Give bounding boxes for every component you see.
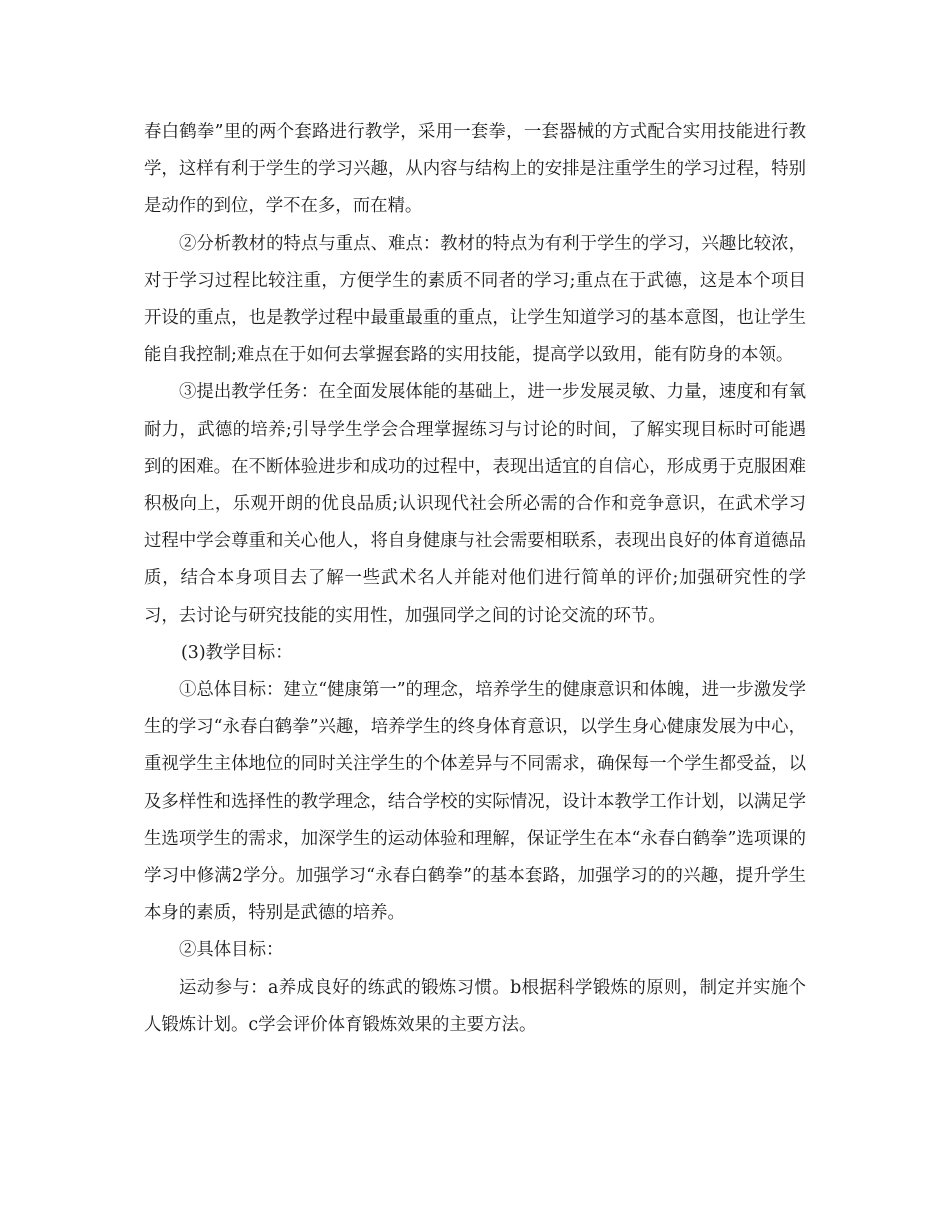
paragraph-overall-goals: ①总体目标：建立“健康第一”的理念，培养学生的健康意识和体魄，进一步激发学生的学习“永春白鹤拳”兴趣，培养学生的终身体育意识，以学生身心健康发展为中心，重视学生主体地位的同时关注学生的个体差异与不同需求，确保每一个学生都受益，以及多样性和选择性的教学理念，结合学校的实际情况，设计本教学工作计划，以满足学生选项学生的需求，加深学生的运动体验和理解，保证学生在本“永春白鹤拳”选项课的学习中修满2学分。加强学习“永春白鹤拳”的基本套路，加强学习的的兴趣，提升学生本身的素质，特别是武德的培养。 xyxy=(144,680,806,924)
paragraph-teaching-tasks: ③提出教学任务：在全面发展体能的基础上，进一步发展灵敏、力量，速度和有氧耐力，武德的培养;引导学生学会合理掌握练习与讨论的时间，了解实现目标时可能遇到的困难。在不断体验进步和成功的过程中，表现出适宜的自信心，形成勇于克服困难积极向上，乐观开朗的优良品质;认识现代社会所必需的合作和竞争意识，在武术学习过程中学会尊重和关心他人，将自身健康与社会需要相联系，表现出良好的体育道德品质，结合本身项目去了解一些武术名人并能对他们进行简单的评价;加强研究性的学习，去讨论与研究技能的实用性，加强同学之间的讨论交流的环节。 xyxy=(144,382,806,626)
paragraph-continuation: 春白鹤拳”里的两个套路进行教学，采用一套拳，一套器械的方式配合实用技能进行教学，这样有利于学生的学习兴趣，从内容与结构上的安排是注重学生的学习过程，特别是动作的到位，学不在多，而在精。 xyxy=(144,122,806,217)
paragraph-sports-participation: 运动参与：a养成良好的练武的锻炼习惯。b根据科学锻炼的原则，制定并实施个人锻炼计划。c学会评价体育锻炼效果的主要方法。 xyxy=(144,977,806,1035)
subheading-specific-goals: ②具体目标： xyxy=(179,940,284,961)
paragraph-textbook-analysis: ②分析教材的特点与重点、难点：教材的特点为有利于学生的学习，兴趣比较浓，对于学习过程比较注重，方便学生的素质不同者的学习;重点在于武德，这是本个项目开设的重点，也是教学过程中最重最重的重点，让学生知道学习的基本意图，也让学生能自我控制;难点在于如何去掌握套路的实用技能，提高学以致用，能有防身的本领。 xyxy=(144,233,806,366)
section-heading-teaching-goals: (3)教学目标： xyxy=(181,642,293,663)
document-body xyxy=(144,114,806,1044)
